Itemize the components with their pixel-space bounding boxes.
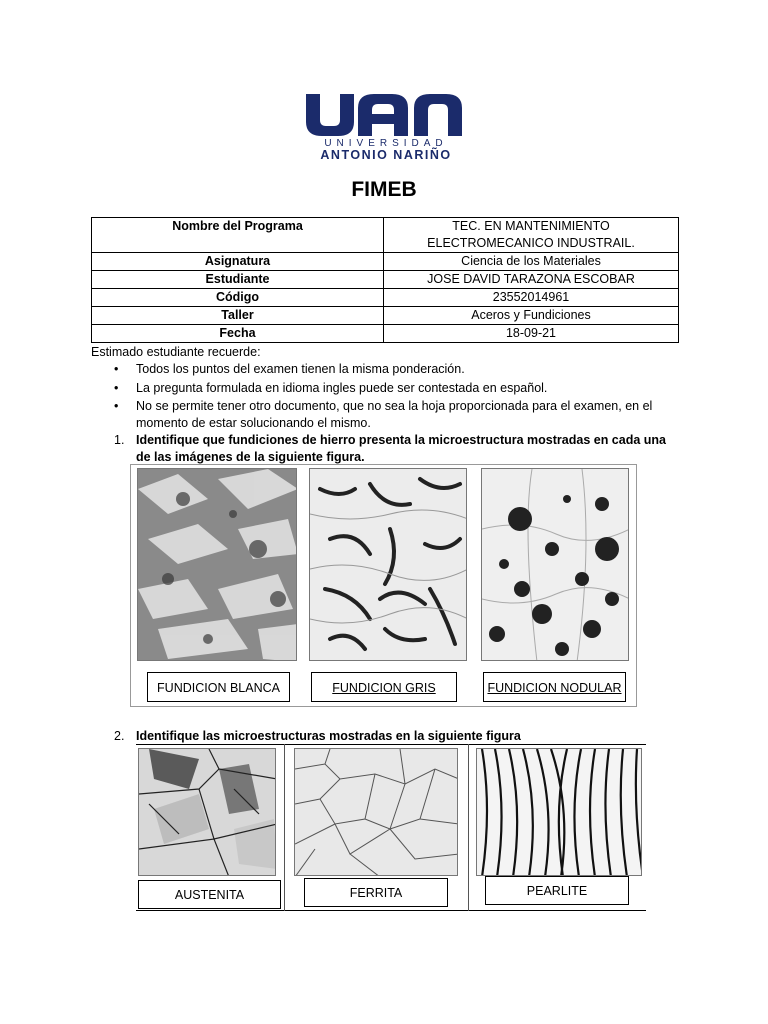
table-key: Taller [92, 307, 384, 325]
bullet-text: No se permite tener otro documento, que no sea la hoja proporcionada para el examen, en el momento de estar solucionando el mismo. [136, 399, 653, 430]
table-value: Aceros y Fundiciones [384, 307, 679, 325]
figure-q2 [136, 744, 646, 912]
table-value: JOSE DAVID TARAZONA ESCOBAR [384, 271, 679, 289]
table-row [92, 218, 679, 253]
bullet-icon: • [114, 362, 119, 376]
logo-line-universidad: UNIVERSIDAD [324, 138, 448, 149]
answer-box-1: FUNDICION BLANCA [147, 672, 290, 702]
answer-box-austenita: AUSTENITA [138, 880, 281, 909]
answer-box-pearlite: PEARLITE [485, 876, 629, 905]
bullet-text: La pregunta formulada en idioma ingles puede ser contestada en español. [136, 381, 548, 395]
logo-line-antonio-narino: ANTONIO NARIÑO [320, 148, 452, 162]
answer-box-2: FUNDICION GRIS [311, 672, 457, 702]
table-key: Asignatura [92, 253, 384, 271]
divider [136, 910, 646, 911]
bullet-text: Todos los puntos del examen tienen la misma ponderación. [136, 362, 465, 376]
answer-box-3: FUNDICION NODULAR [483, 672, 626, 702]
table-row [92, 253, 679, 271]
gray-cast-iron-micrograph [309, 468, 467, 661]
table-key: Código [92, 289, 384, 307]
table-key: Estudiante [92, 271, 384, 289]
question-number: 1. [114, 433, 125, 447]
divider [284, 744, 285, 911]
ferrite-micrograph [294, 748, 458, 876]
divider [136, 744, 646, 745]
uan-logo-mark [300, 88, 470, 138]
question-text: Identifique que fundiciones de hierro presenta la microestructura mostradas en cada una de las imágenes de la siguiente figura. [136, 433, 666, 464]
table-value: TEC. EN MANTENIMIENTO ELECTROMECANICO INDUSTRAIL. [384, 218, 679, 253]
white-cast-iron-micrograph [137, 468, 297, 661]
table-key: Nombre del Programa [92, 218, 384, 253]
table-value: 23552014961 [384, 289, 679, 307]
page-title: FIMEB [351, 178, 417, 201]
bullet-icon: • [114, 381, 119, 395]
intro-text: Estimado estudiante recuerde: [91, 345, 261, 359]
question-text: Identifique las microestructuras mostradas en la siguiente figura [136, 729, 521, 743]
answer-box-ferrita: FERRITA [304, 878, 448, 907]
nodular-cast-iron-micrograph [481, 468, 629, 661]
university-logo [300, 88, 470, 168]
question-number: 2. [114, 729, 125, 743]
pearlite-micrograph [476, 748, 642, 876]
info-table [91, 217, 679, 343]
austenite-micrograph [138, 748, 276, 876]
divider [468, 744, 469, 911]
bullet-icon: • [114, 399, 119, 413]
table-row [92, 325, 679, 343]
table-key: Fecha [92, 325, 384, 343]
figure-q1 [130, 464, 637, 707]
table-value: 18-09-21 [384, 325, 679, 343]
table-value: Ciencia de los Materiales [384, 253, 679, 271]
table-row [92, 271, 679, 289]
table-row [92, 307, 679, 325]
table-row [92, 289, 679, 307]
